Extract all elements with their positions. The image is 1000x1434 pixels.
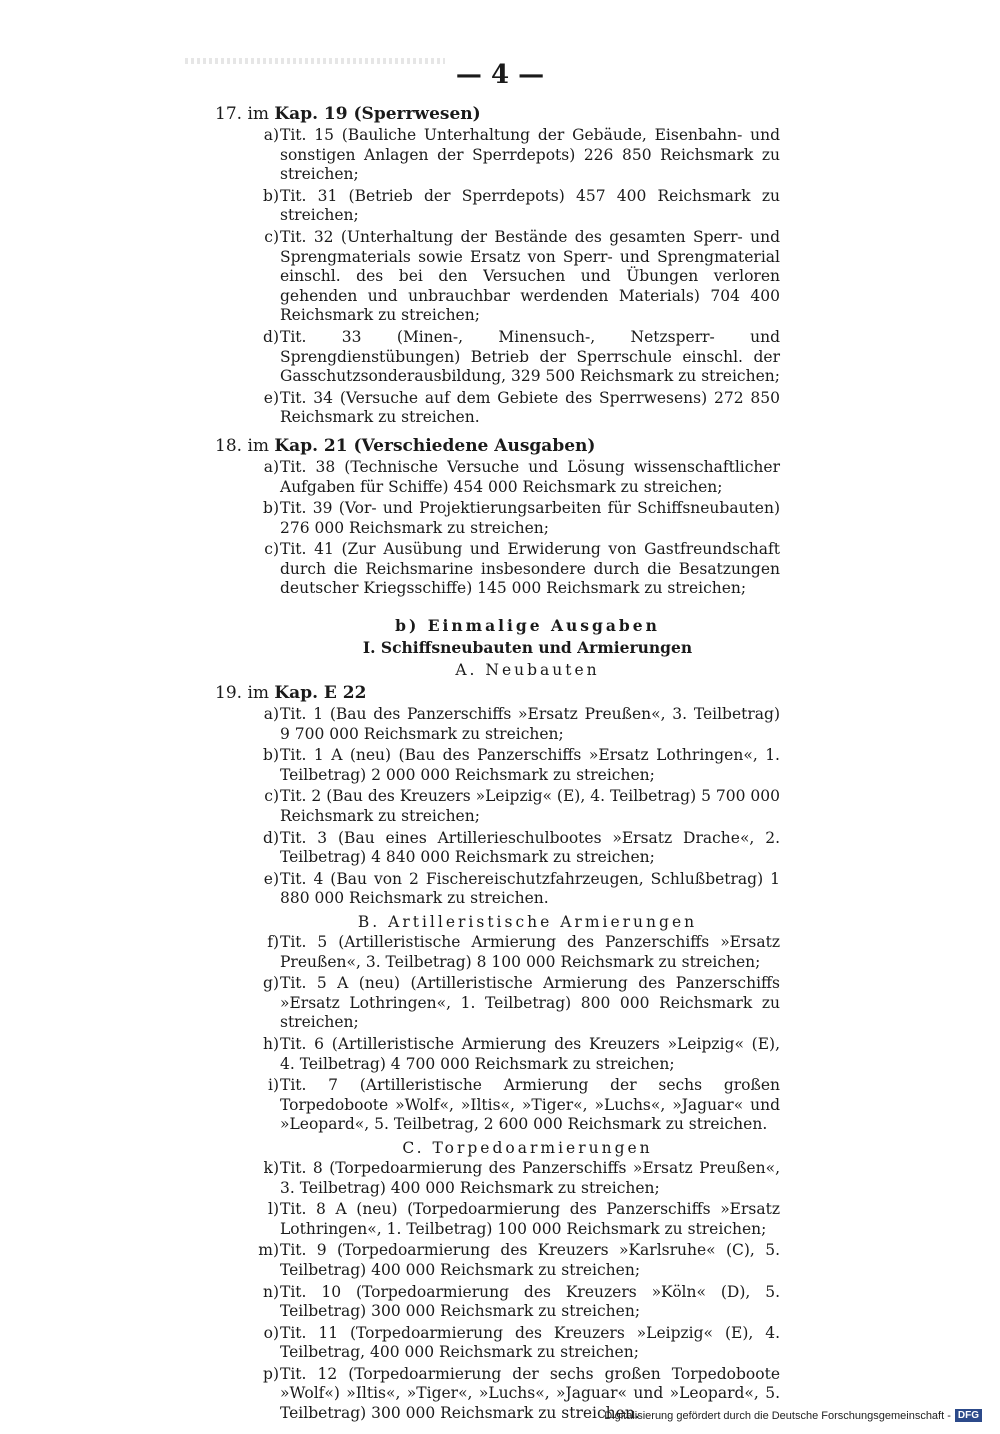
item-text: Tit. 38 (Technische Versuche und Lösung wissenschaftlicher Aufgaben für Schiffe) 454 000 Reichsmark zu streichen; bbox=[280, 457, 780, 496]
list-item bbox=[215, 1159, 780, 1198]
item-text: Tit. 8 A (neu) (Torpedoarmierung des Panzerschiffs »Ersatz Lothringen«, 1. Teilbetrag) 100 000 Reichsmark zu streichen; bbox=[280, 1200, 780, 1238]
section-19 bbox=[215, 681, 780, 1424]
digitization-footer bbox=[604, 1409, 982, 1422]
item-label: c) bbox=[264, 787, 279, 806]
item-text: Tit. 41 (Zur Ausübung und Erwiderung von Gastfreundschaft durch die Reichsmarine insbesondere durch die Besatzungen deutscher Kriegsschiffe) 145 000 Reichsmark zu streichen; bbox=[280, 540, 780, 598]
item-label: h) bbox=[262, 1034, 279, 1053]
heading-artilleristische-armierungen: B. Artilleristische Armierungen bbox=[357, 913, 698, 931]
section-heading bbox=[215, 102, 780, 126]
item-label: o) bbox=[263, 1323, 279, 1342]
item-label: k) bbox=[263, 1158, 279, 1177]
item-text: Tit. 33 (Minen-, Minensuch-, Netzsperr- und Sprengdienstübungen) Betrieb der Sperrschule einschl. der Gasschutzsonderausbildung, 329 500 Reichsmark zu streichen; bbox=[280, 327, 780, 386]
list-item bbox=[215, 1076, 780, 1135]
item-text: Tit. 5 (Artilleristische Armierung des Panzerschiffs »Ersatz Preußen«, 3. Teilbetrag) 8 100 000 Reichsmark zu streichen; bbox=[280, 933, 780, 971]
list-item bbox=[215, 328, 780, 387]
item-label: e) bbox=[263, 388, 279, 407]
heading-schiffsneubauten: I. Schiffsneubauten und Armierungen bbox=[362, 638, 693, 658]
section-heading bbox=[215, 434, 780, 458]
item-text: Tit. 3 (Bau eines Artillerieschulbootes »Ersatz Drache«, 2. Teilbetrag) 4 840 000 Reichsmark zu streichen; bbox=[280, 828, 780, 867]
section-number: 19. im bbox=[215, 683, 269, 704]
item-text: Tit. 31 (Betrieb der Sperrdepots) 457 400 Reichsmark zu streichen; bbox=[280, 186, 780, 225]
item-label: e) bbox=[263, 869, 279, 888]
item-text: Tit. 9 (Torpedoarmierung des Kreuzers »Karlsruhe« (C), 5. Teilbetrag) 400 000 Reichsmark zu streichen; bbox=[280, 1241, 780, 1279]
item-label: l) bbox=[267, 1200, 279, 1219]
list-item bbox=[215, 787, 780, 826]
item-text: Tit. 8 (Torpedoarmierung des Panzerschiffs »Ersatz Preußen«, 3. Teilbetrag) 400 000 Reichsmark zu streichen; bbox=[280, 1158, 780, 1197]
item-text: Tit. 32 (Unterhaltung der Bestände des gesamten Sperr- und Sprengmaterials sowie Ersatz von Sperr- und Sprengmaterial einschl. des bei den Versuchen und Übungen verloren gehenden und unbrauchbar werdenden Materials) 704 400 Reichsmark zu streichen; bbox=[280, 227, 780, 325]
item-text: Tit. 39 (Vor- und Projektierungsarbeiten für Schiffsneubauten) 276 000 Reichsmark zu streichen; bbox=[280, 499, 780, 537]
list-item bbox=[215, 746, 780, 785]
list-item bbox=[215, 499, 780, 538]
kapitel-title: Kap. 21 (Verschiedene Ausgaben) bbox=[274, 435, 596, 456]
list-item bbox=[215, 870, 780, 909]
heading-torpedoarmierungen: C. Torpedoarmierungen bbox=[402, 1138, 653, 1157]
item-text: Tit. 12 (Torpedoarmierung der sechs großen Torpedoboote »Wolf«) »Iltis«, »Tiger«, »Luchs«, »Jaguar« und »Leopard«, 5. Teilbetrag) 300 000 Reichsmark zu streichen. bbox=[280, 1364, 780, 1423]
section-18 bbox=[215, 434, 780, 599]
item-label: i) bbox=[267, 1076, 279, 1095]
item-label: m) bbox=[258, 1241, 279, 1260]
item-text: Tit. 34 (Versuche auf dem Gebiete des Sperrwesens) 272 850 Reichsmark zu streichen. bbox=[280, 388, 780, 427]
item-label: g) bbox=[263, 974, 279, 993]
list-item bbox=[215, 1035, 780, 1074]
kapitel-title: Kap. E 22 bbox=[274, 683, 367, 704]
item-label: a) bbox=[263, 126, 279, 144]
section-number: 17. im bbox=[215, 104, 269, 124]
item-text: Tit. 5 A (neu) (Artilleristische Armierung des Panzerschiffs »Ersatz Lothringen«, 1. Teilbetrag) 800 000 Reichsmark zu streichen; bbox=[280, 974, 780, 1032]
list-item bbox=[215, 1324, 780, 1363]
list-item bbox=[215, 389, 780, 428]
item-text: Tit. 7 (Artilleristische Armierung der sechs großen Torpedoboote »Wolf«, »Iltis«, »Tiger«, »Luchs«, »Jaguar« und »Leopard«, 5. Teilbetrag, 2 600 000 Reichsmark zu streichen. bbox=[280, 1076, 780, 1134]
item-label: f) bbox=[267, 933, 279, 951]
list-item bbox=[215, 228, 780, 326]
list-item bbox=[215, 540, 780, 599]
list-item bbox=[215, 458, 780, 497]
section-17 bbox=[215, 102, 780, 428]
list-item bbox=[215, 126, 780, 185]
item-text: Tit. 6 (Artilleristische Armierung des Kreuzers »Leipzig« (E), 4. Teilbetrag) 4 700 000 Reichsmark zu streichen; bbox=[280, 1034, 780, 1073]
item-label: d) bbox=[263, 828, 279, 847]
list-item bbox=[215, 974, 780, 1033]
item-text: Tit. 15 (Bauliche Unterhaltung der Gebäude, Eisenbahn- und sonstigen Anlagen der Sperrdepots) 226 850 Reichsmark zu streichen; bbox=[280, 126, 780, 184]
list-item bbox=[215, 1200, 780, 1239]
item-label: d) bbox=[263, 327, 279, 346]
section-number: 18. im bbox=[215, 435, 269, 456]
list-item bbox=[215, 1283, 780, 1322]
item-label: a) bbox=[263, 457, 279, 476]
list-item bbox=[215, 933, 780, 972]
dfg-logo: DFG bbox=[955, 1409, 982, 1422]
item-text: Tit. 2 (Bau des Kreuzers »Leipzig« (E), 4. Teilbetrag) 5 700 000 Reichsmark zu streichen; bbox=[280, 787, 780, 826]
list-item bbox=[215, 829, 780, 868]
item-label: b) bbox=[263, 186, 279, 205]
item-text: Tit. 10 (Torpedoarmierung des Kreuzers »Köln« (D), 5. Teilbetrag) 300 000 Reichsmark zu streichen; bbox=[280, 1282, 780, 1321]
item-text: Tit. 1 (Bau des Panzerschiffs »Ersatz Preußen«, 3. Teilbetrag) 9 700 000 Reichsmark zu streichen; bbox=[280, 705, 780, 743]
heading-einmalige-ausgaben: b) Einmalige Ausgaben bbox=[395, 616, 660, 636]
list-item bbox=[215, 187, 780, 226]
page-number: — 4 — bbox=[455, 60, 545, 90]
document-body bbox=[215, 102, 780, 1426]
item-text: Tit. 4 (Bau von 2 Fischereischutzfahrzeugen, Schlußbetrag) 1 880 000 Reichsmark zu streichen. bbox=[280, 869, 780, 908]
footer-text: Digitalisierung gefördert durch die Deutsche Forschungsgemeinschaft - bbox=[604, 1409, 951, 1422]
section-heading bbox=[215, 681, 780, 705]
item-label: b) bbox=[263, 499, 279, 518]
kapitel-title: Kap. 19 (Sperrwesen) bbox=[274, 104, 481, 124]
heading-neubauten: A. Neubauten bbox=[455, 661, 600, 680]
item-label: b) bbox=[263, 746, 279, 765]
list-item bbox=[215, 705, 780, 744]
item-label: c) bbox=[264, 227, 279, 246]
item-label: n) bbox=[262, 1282, 279, 1301]
item-text: Tit. 11 (Torpedoarmierung des Kreuzers »Leipzig« (E), 4. Teilbetrag, 400 000 Reichsmark zu streichen; bbox=[280, 1323, 780, 1362]
item-label: p) bbox=[263, 1364, 279, 1383]
list-item bbox=[215, 1241, 780, 1280]
item-label: a) bbox=[263, 705, 279, 724]
item-label: c) bbox=[264, 540, 279, 559]
item-text: Tit. 1 A (neu) (Bau des Panzerschiffs »Ersatz Lothringen«, 1. Teilbetrag) 2 000 000 Reichsmark zu streichen; bbox=[280, 746, 780, 784]
